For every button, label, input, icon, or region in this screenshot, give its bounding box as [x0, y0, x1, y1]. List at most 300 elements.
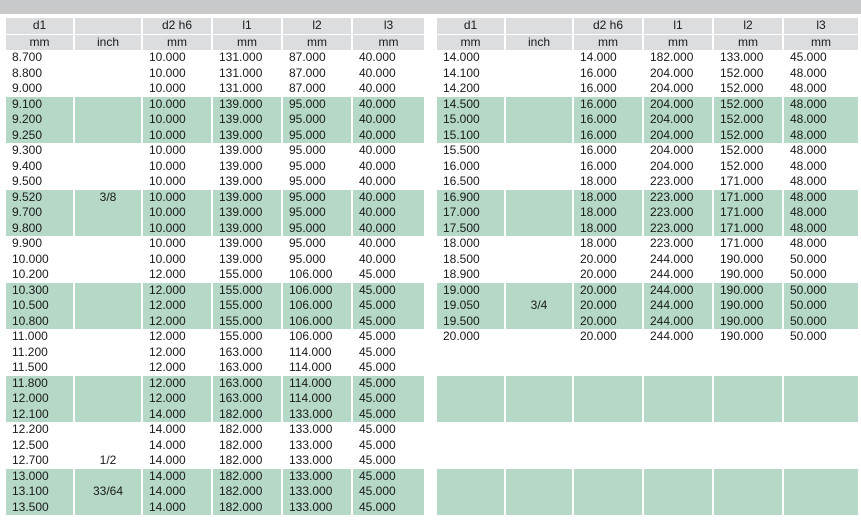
cell-d1-inch: 33/64	[74, 484, 142, 500]
cell-l1-mm: 182.000	[212, 407, 282, 423]
cell-d2-mm: 10.000	[142, 128, 212, 144]
cell-d2-mm: 16.000	[573, 81, 643, 97]
cell-l1-mm: 244.000	[643, 267, 713, 283]
cell-d1-mm: 19.500	[437, 314, 505, 330]
cell-l2-mm: 87.000	[282, 81, 352, 97]
cell-d2-mm: 10.000	[142, 236, 212, 252]
cell-l2-mm: 133.000	[282, 484, 352, 500]
cell-d1-inch	[505, 97, 573, 113]
cell-d1-inch	[74, 376, 142, 392]
cell-d2-mm: 10.000	[142, 66, 212, 82]
table-row	[437, 174, 858, 190]
cell-l1-mm: 155.000	[212, 329, 282, 345]
cell-l2-mm: 87.000	[282, 66, 352, 82]
cell-d2-mm: 20.000	[573, 314, 643, 330]
cell-d1-mm: 18.000	[443, 236, 480, 250]
unit-d2: mm	[573, 34, 643, 50]
table-row	[6, 81, 424, 97]
cell-l1-mm: 139.000	[212, 174, 282, 190]
cell-d1-inch	[505, 190, 573, 206]
cell-d2-mm	[573, 484, 643, 500]
cell-l2-mm: 95.000	[282, 143, 352, 159]
unit-l1: mm	[212, 34, 282, 50]
cell-d2-mm: 10.000	[142, 143, 212, 159]
cell-l3-mm: 40.000	[352, 66, 424, 82]
cell-d1-inch: 3/8	[74, 190, 142, 206]
cell-l2-mm: 95.000	[282, 174, 352, 190]
cell-d1-mm: 12.200	[12, 422, 49, 436]
cell-l2-mm: 106.000	[282, 267, 352, 283]
cell-l1-mm	[643, 500, 713, 516]
table-row	[437, 190, 858, 206]
cell-l3-mm: 50.000	[783, 267, 858, 283]
table-row	[6, 143, 424, 159]
cell-l3-mm: 45.000	[352, 360, 424, 376]
cell-d1-inch	[505, 128, 573, 144]
table-row	[437, 391, 858, 407]
cell-d1-inch	[505, 221, 573, 237]
cell-l1-mm: 139.000	[212, 143, 282, 159]
cell-d1-inch	[74, 267, 142, 283]
cell-l1-mm	[643, 407, 713, 423]
cell-d1-mm: 20.000	[443, 329, 480, 343]
cell-l3-mm	[783, 453, 858, 469]
cell-d1-mm	[437, 345, 505, 361]
cell-d2-mm: 18.000	[573, 190, 643, 206]
cell-l3-mm: 45.000	[783, 50, 858, 66]
unit-inch: inch	[74, 34, 142, 50]
cell-l1-mm: 182.000	[212, 484, 282, 500]
cell-d2-mm	[573, 422, 643, 438]
cell-l3-mm: 48.000	[783, 159, 858, 175]
cell-l2-mm: 95.000	[282, 205, 352, 221]
table-row	[437, 314, 858, 330]
cell-l2-mm	[713, 422, 783, 438]
cell-l2-mm: 190.000	[713, 283, 783, 299]
table-row	[6, 484, 424, 500]
table-row	[437, 469, 858, 485]
cell-l1-mm: 139.000	[212, 205, 282, 221]
cell-l3-mm: 40.000	[352, 236, 424, 252]
cell-d2-mm: 20.000	[573, 252, 643, 268]
cell-l3-mm: 48.000	[783, 143, 858, 159]
cell-l3-mm: 40.000	[352, 252, 424, 268]
cell-d2-mm: 14.000	[142, 484, 212, 500]
cell-l3-mm	[783, 376, 858, 392]
cell-d1-inch	[505, 283, 573, 299]
cell-l2-mm: 190.000	[713, 314, 783, 330]
table-row	[437, 221, 858, 237]
cell-d1-mm: 14.100	[443, 65, 480, 80]
cell-d1-mm: 9.400	[12, 158, 43, 173]
cell-d2-mm: 12.000	[142, 376, 212, 392]
cell-l1-mm: 204.000	[643, 112, 713, 128]
cell-l1-mm: 204.000	[643, 97, 713, 113]
table-row	[6, 391, 424, 407]
table-row	[437, 453, 858, 469]
cell-d1-inch	[505, 66, 573, 82]
cell-l2-mm: 133.000	[282, 453, 352, 469]
cell-d1-inch	[505, 252, 573, 268]
cell-l1-mm: 244.000	[643, 283, 713, 299]
cell-d1-mm: 13.500	[6, 500, 74, 516]
cell-d2-mm: 14.000	[142, 453, 212, 469]
cell-l2-mm	[713, 376, 783, 392]
cell-d1-mm: 9.700	[6, 205, 74, 221]
table-row	[6, 190, 424, 206]
header-d1: d1	[437, 18, 505, 34]
cell-l1-mm: 155.000	[212, 298, 282, 314]
cell-d1-mm: 19.050	[437, 298, 505, 314]
cell-d1-inch	[74, 174, 142, 190]
cell-l2-mm: 114.000	[282, 360, 352, 376]
cell-l3-mm: 40.000	[352, 174, 424, 190]
table-row	[6, 407, 424, 423]
cell-l1-mm	[643, 469, 713, 485]
cell-l1-mm	[643, 376, 713, 392]
cell-l1-mm: 163.000	[212, 345, 282, 361]
table-row	[6, 283, 424, 299]
cell-l2-mm: 152.000	[713, 143, 783, 159]
cell-d2-mm: 18.000	[573, 221, 643, 237]
cell-d1-inch	[74, 422, 142, 438]
table-row	[437, 407, 858, 423]
cell-d1-inch	[74, 283, 142, 299]
cell-d2-mm: 12.000	[142, 345, 212, 361]
cell-d2-mm: 20.000	[573, 298, 643, 314]
cell-d1-inch	[74, 438, 142, 454]
cell-d1-inch	[505, 236, 573, 252]
cell-l2-mm: 114.000	[282, 376, 352, 392]
cell-l1-mm: 182.000	[643, 50, 713, 66]
cell-l2-mm	[713, 391, 783, 407]
cell-l3-mm	[783, 422, 858, 438]
cell-l3-mm: 50.000	[783, 329, 858, 345]
cell-d1-mm	[437, 407, 505, 423]
cell-d1-inch	[505, 205, 573, 221]
cell-l1-mm: 244.000	[643, 298, 713, 314]
cell-l1-mm: 163.000	[212, 376, 282, 392]
cell-l2-mm: 95.000	[282, 236, 352, 252]
cell-d1-inch	[74, 329, 142, 345]
cell-l2-mm: 95.000	[282, 252, 352, 268]
cell-d2-mm: 20.000	[573, 267, 643, 283]
cell-l2-mm: 152.000	[713, 159, 783, 175]
table-header	[437, 18, 858, 50]
cell-l3-mm	[783, 391, 858, 407]
cell-d1-inch	[74, 112, 142, 128]
cell-l2-mm: 95.000	[282, 112, 352, 128]
table-row	[437, 236, 858, 252]
cell-d1-mm: 18.900	[443, 267, 480, 281]
cell-l3-mm: 50.000	[783, 314, 858, 330]
cell-l3-mm: 45.000	[352, 453, 424, 469]
cell-d1-inch	[505, 112, 573, 128]
cell-l3-mm: 40.000	[352, 159, 424, 175]
cell-l2-mm: 106.000	[282, 329, 352, 345]
table-row	[437, 128, 858, 144]
table-row	[6, 267, 424, 283]
cell-d1-inch	[505, 453, 573, 469]
cell-l1-mm: 182.000	[212, 438, 282, 454]
table-row	[6, 221, 424, 237]
cell-d2-mm	[573, 469, 643, 485]
table-row	[6, 360, 424, 376]
cell-l3-mm	[783, 500, 858, 516]
cell-d2-mm: 16.000	[573, 128, 643, 144]
cell-d2-mm: 12.000	[142, 298, 212, 314]
cell-l2-mm: 95.000	[282, 128, 352, 144]
cell-l1-mm: 163.000	[212, 391, 282, 407]
cell-d1-inch	[74, 298, 142, 314]
cell-d1-mm: 10.300	[6, 283, 74, 299]
cell-d1-mm: 9.200	[6, 112, 74, 128]
cell-d2-mm: 12.000	[142, 329, 212, 345]
table-row	[6, 314, 424, 330]
cell-d2-mm: 18.000	[573, 205, 643, 221]
cell-d1-inch	[74, 143, 142, 159]
cell-l3-mm: 45.000	[352, 391, 424, 407]
table-row	[437, 376, 858, 392]
cell-l2-mm	[713, 407, 783, 423]
table-row	[437, 345, 858, 361]
table-row	[437, 438, 858, 454]
cell-l1-mm	[643, 422, 713, 438]
cell-d1-mm: 16.000	[443, 158, 480, 173]
cell-d1-inch	[74, 159, 142, 175]
cell-d1-inch	[74, 407, 142, 423]
cell-d1-inch: 3/4	[505, 298, 573, 314]
cell-l1-mm: 131.000	[212, 81, 282, 97]
cell-l1-mm: 244.000	[643, 314, 713, 330]
cell-d1-inch: 1/2	[74, 453, 142, 469]
cell-l3-mm: 40.000	[352, 128, 424, 144]
cell-l3-mm: 40.000	[352, 112, 424, 128]
cell-d2-mm: 14.000	[573, 50, 643, 66]
cell-l2-mm: 133.000	[713, 50, 783, 66]
cell-d2-mm: 10.000	[142, 159, 212, 175]
cell-d1-mm: 11.800	[6, 376, 74, 392]
cell-d1-mm: 13.100	[6, 484, 74, 500]
cell-d1-mm: 9.250	[6, 128, 74, 144]
cell-l3-mm: 48.000	[783, 236, 858, 252]
cell-l3-mm: 40.000	[352, 143, 424, 159]
cell-l1-mm: 182.000	[212, 453, 282, 469]
cell-d1-inch	[74, 252, 142, 268]
cell-l3-mm	[783, 469, 858, 485]
cell-l3-mm: 40.000	[352, 205, 424, 221]
cell-l2-mm	[713, 453, 783, 469]
cell-l1-mm: 223.000	[643, 221, 713, 237]
cell-l3-mm: 45.000	[352, 407, 424, 423]
cell-l3-mm	[783, 360, 858, 376]
cell-d1-inch	[505, 500, 573, 516]
cell-l2-mm: 190.000	[713, 298, 783, 314]
cell-d1-mm: 14.500	[437, 97, 505, 113]
cell-l1-mm	[643, 345, 713, 361]
top-bar	[0, 0, 861, 14]
table-row	[6, 128, 424, 144]
cell-d2-mm: 16.000	[573, 143, 643, 159]
table-row	[6, 298, 424, 314]
cell-l2-mm: 133.000	[282, 407, 352, 423]
cell-l2-mm: 190.000	[713, 267, 783, 283]
header-l2: l2	[282, 18, 352, 34]
table-row	[6, 50, 424, 66]
cell-d1-inch	[74, 236, 142, 252]
cell-l1-mm: 139.000	[212, 112, 282, 128]
cell-d1-mm: 9.100	[6, 97, 74, 113]
cell-l1-mm: 223.000	[643, 174, 713, 190]
cell-l1-mm: 244.000	[643, 329, 713, 345]
cell-d2-mm: 16.000	[573, 112, 643, 128]
cell-l1-mm: 182.000	[212, 422, 282, 438]
cell-d1-mm: 13.000	[6, 469, 74, 485]
cell-d2-mm: 20.000	[573, 283, 643, 299]
cell-d1-inch	[505, 376, 573, 392]
cell-l3-mm: 45.000	[352, 422, 424, 438]
table-row	[437, 81, 858, 97]
cell-l1-mm: 204.000	[643, 159, 713, 175]
cell-d1-mm: 8.700	[12, 50, 43, 64]
cell-d1-inch	[74, 360, 142, 376]
cell-l2-mm: 152.000	[713, 128, 783, 144]
cell-l3-mm: 45.000	[352, 298, 424, 314]
cell-d2-mm	[573, 453, 643, 469]
cell-d1-inch	[505, 329, 573, 345]
cell-d1-inch	[74, 391, 142, 407]
cell-l3-mm: 48.000	[783, 97, 858, 113]
cell-l3-mm: 45.000	[352, 376, 424, 392]
cell-d2-mm	[573, 376, 643, 392]
cell-l2-mm: 171.000	[713, 174, 783, 190]
cell-d2-mm: 18.000	[573, 174, 643, 190]
cell-l3-mm	[783, 345, 858, 361]
cell-l3-mm: 50.000	[783, 283, 858, 299]
cell-d1-mm: 15.500	[443, 143, 480, 157]
cell-l1-mm: 139.000	[212, 159, 282, 175]
table-row	[437, 159, 858, 175]
cell-l2-mm: 114.000	[282, 391, 352, 407]
cell-d1-inch	[74, 97, 142, 113]
cell-d1-mm: 10.500	[6, 298, 74, 314]
cell-l2-mm: 95.000	[282, 221, 352, 237]
cell-l2-mm: 190.000	[713, 329, 783, 345]
cell-l3-mm: 45.000	[352, 500, 424, 516]
cell-l3-mm: 48.000	[783, 205, 858, 221]
header-l1: l1	[643, 18, 713, 34]
cell-d1-mm: 15.100	[437, 128, 505, 144]
cell-l1-mm: 131.000	[212, 66, 282, 82]
header-l3: l3	[352, 18, 424, 34]
cell-d2-mm: 14.000	[142, 469, 212, 485]
header-d2-h6: d2 h6	[573, 18, 643, 34]
cell-d2-mm	[573, 345, 643, 361]
cell-l3-mm: 40.000	[352, 97, 424, 113]
cell-l1-mm: 163.000	[212, 360, 282, 376]
cell-d1-mm: 9.000	[12, 81, 43, 95]
unit-l2: mm	[713, 34, 783, 50]
header-inch-blank	[74, 18, 142, 34]
cell-d2-mm: 16.000	[573, 97, 643, 113]
header-d2-h6: d2 h6	[142, 18, 212, 34]
cell-l2-mm: 152.000	[713, 112, 783, 128]
unit-d2: mm	[142, 34, 212, 50]
cell-d1-inch	[505, 484, 573, 500]
unit-l1: mm	[643, 34, 713, 50]
cell-l1-mm: 131.000	[212, 50, 282, 66]
table-header	[6, 18, 424, 50]
cell-d2-mm: 10.000	[142, 174, 212, 190]
table-row	[437, 252, 858, 268]
cell-l1-mm	[643, 484, 713, 500]
cell-l2-mm	[713, 438, 783, 454]
cell-d1-mm: 9.800	[6, 221, 74, 237]
cell-d1-mm: 10.800	[6, 314, 74, 330]
cell-l2-mm: 133.000	[282, 500, 352, 516]
cell-d1-inch	[505, 143, 573, 159]
cell-d2-mm: 10.000	[142, 50, 212, 66]
cell-d1-inch	[74, 66, 142, 82]
cell-l3-mm: 48.000	[783, 112, 858, 128]
cell-l2-mm: 114.000	[282, 345, 352, 361]
cell-l2-mm: 106.000	[282, 298, 352, 314]
cell-l1-mm: 139.000	[212, 97, 282, 113]
cell-d2-mm: 12.000	[142, 360, 212, 376]
table-row	[437, 50, 858, 66]
cell-d2-mm	[573, 391, 643, 407]
cell-d1-mm: 11.500	[12, 360, 48, 374]
cell-d2-mm: 12.000	[142, 314, 212, 330]
unit-d1: mm	[6, 34, 74, 50]
cell-l3-mm: 40.000	[352, 221, 424, 237]
cell-d1-inch	[74, 221, 142, 237]
cell-d1-mm: 17.000	[437, 205, 505, 221]
cell-d1-mm: 12.000	[6, 391, 74, 407]
table-row	[6, 66, 424, 82]
cell-l3-mm: 40.000	[352, 50, 424, 66]
cell-d2-mm: 10.000	[142, 205, 212, 221]
unit-d1: mm	[437, 34, 505, 50]
cell-l3-mm: 48.000	[783, 81, 858, 97]
cell-l2-mm: 152.000	[713, 66, 783, 82]
cell-l1-mm: 139.000	[212, 221, 282, 237]
cell-l1-mm: 155.000	[212, 314, 282, 330]
cell-d1-mm: 11.000	[12, 329, 48, 343]
table-row	[6, 252, 424, 268]
cell-l2-mm: 190.000	[713, 252, 783, 268]
cell-l1-mm: 223.000	[643, 236, 713, 252]
table-row	[6, 159, 424, 175]
cell-d1-inch	[74, 205, 142, 221]
cell-d2-mm	[573, 360, 643, 376]
cell-d1-inch	[74, 50, 142, 66]
cell-l2-mm: 152.000	[713, 81, 783, 97]
dimension-table-left	[6, 18, 424, 515]
cell-d2-mm	[573, 500, 643, 516]
cell-l3-mm: 45.000	[352, 283, 424, 299]
cell-d2-mm: 16.000	[573, 66, 643, 82]
cell-d1-mm: 16.900	[437, 190, 505, 206]
table-row	[437, 143, 858, 159]
table-row	[437, 112, 858, 128]
table-row	[437, 500, 858, 516]
cell-d1-inch	[505, 81, 573, 97]
cell-l1-mm: 204.000	[643, 66, 713, 82]
cell-d1-inch	[505, 159, 573, 175]
cell-d2-mm: 18.000	[573, 236, 643, 252]
cell-l1-mm: 244.000	[643, 252, 713, 268]
